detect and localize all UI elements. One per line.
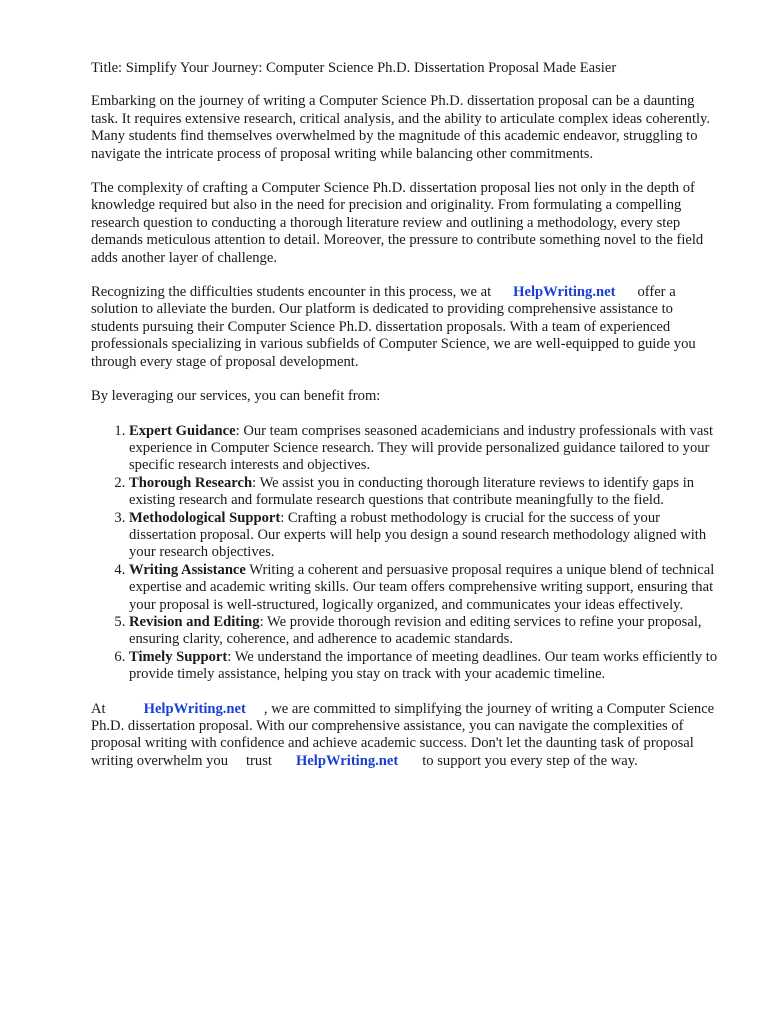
list-item-desc: Writing a coherent and persuasive proposal requires a unique blend of technical expertise and academic writing skills. Our team offers comprehensive writing support, ensuring that your proposal is well-structured, logically organized, and communicates your ideas effectively.	[129, 561, 715, 613]
list-item-term: Timely Support	[129, 648, 228, 665]
solution-text-after: offer a solution to alleviate the burden. Our platform is dedicated to providing comprehensive assistance to students pursuing their Computer Science Ph.D. dissertation proposals. With a team of experienced professionals specializing in various subfields of Computer Science, we are well-equipped to guide you through every stage of proposal development.	[91, 284, 696, 370]
document-page	[91, 60, 721, 787]
list-item-term: Thorough Research	[129, 474, 253, 491]
helpwriting-link-2[interactable]: HelpWriting.net	[143, 700, 246, 717]
list-item-term: Methodological Support	[129, 509, 281, 526]
list-item-desc: : We provide thorough revision and editing services to refine your proposal, ensuring clarity, coherence, and adherence to academic standards.	[129, 613, 702, 648]
list-item-desc: : We understand the importance of meeting deadlines. Our team works efficiently to provide timely assistance, helping you stay on track with your academic timeline.	[129, 648, 718, 683]
list-item	[129, 510, 721, 562]
solution-paragraph	[91, 284, 721, 371]
list-item	[129, 423, 721, 475]
helpwriting-link-1[interactable]: HelpWriting.net	[513, 284, 616, 301]
closing-text-mid: , we are committed to simplifying the journey of writing a Computer Science Ph.D. dissertation proposal. With our comprehensive assistance, you can navigate the complexities of proposal writing with confidence and achieve academic success. Don't let the daunting task of proposal writing overwhelm you	[91, 700, 715, 769]
list-item	[129, 475, 721, 510]
list-item-desc: : Our team comprises seasoned academicians and industry professionals with vast experience in Computer Science research. They will provide personalized guidance tailored to your specific research interests and objectives.	[129, 422, 714, 474]
list-item-term: Writing Assistance	[129, 561, 246, 578]
intro-paragraph: Embarking on the journey of writing a Computer Science Ph.D. dissertation proposal can be a daunting task. It requires extensive research, critical analysis, and the ability to articulate complex ideas coherently. Many students find themselves overwhelmed by the magnitude of this academic endeavor, struggling to navigate the intricate process of proposal writing while balancing other commitments.	[91, 93, 711, 162]
helpwriting-link-3[interactable]: HelpWriting.net	[295, 752, 399, 769]
closing-paragraph	[91, 701, 721, 771]
list-item	[129, 649, 721, 684]
complexity-paragraph: The complexity of crafting a Computer Science Ph.D. dissertation proposal lies not only in the depth of knowledge required but also in the need for precision and originality. From formulating a compelling research question to conducting a thorough literature review and outlining a methodology, every step demands meticulous attention to detail. Moreover, the pressure to contribute something novel to the field adds another layer of challenge.	[91, 180, 704, 266]
benefits-intro: By leveraging our services, you can benefit from:	[91, 388, 381, 405]
list-item-desc: : We assist you in conducting thorough literature reviews to identify gaps in existing research and formulate research questions that contribute meaningfully to the field.	[129, 474, 695, 509]
closing-text-start: At	[91, 700, 106, 717]
list-item-term: Revision and Editing	[129, 613, 260, 630]
solution-text-before: Recognizing the difficulties students encounter in this process, we at	[91, 284, 492, 301]
document-title: Title: Simplify Your Journey: Computer Science Ph.D. Dissertation Proposal Made Easier	[91, 60, 617, 76]
closing-text-end: to support you every step of the way.	[422, 752, 638, 769]
benefits-list	[91, 423, 721, 684]
list-item-term: Expert Guidance	[129, 422, 236, 439]
list-item-desc: : Crafting a robust methodology is crucial for the success of your dissertation proposal. Our experts will help you design a sound research methodology aligned with your research objectives.	[129, 509, 707, 561]
closing-text-trust: trust	[246, 752, 272, 769]
list-item	[129, 614, 721, 649]
list-item	[129, 562, 721, 614]
